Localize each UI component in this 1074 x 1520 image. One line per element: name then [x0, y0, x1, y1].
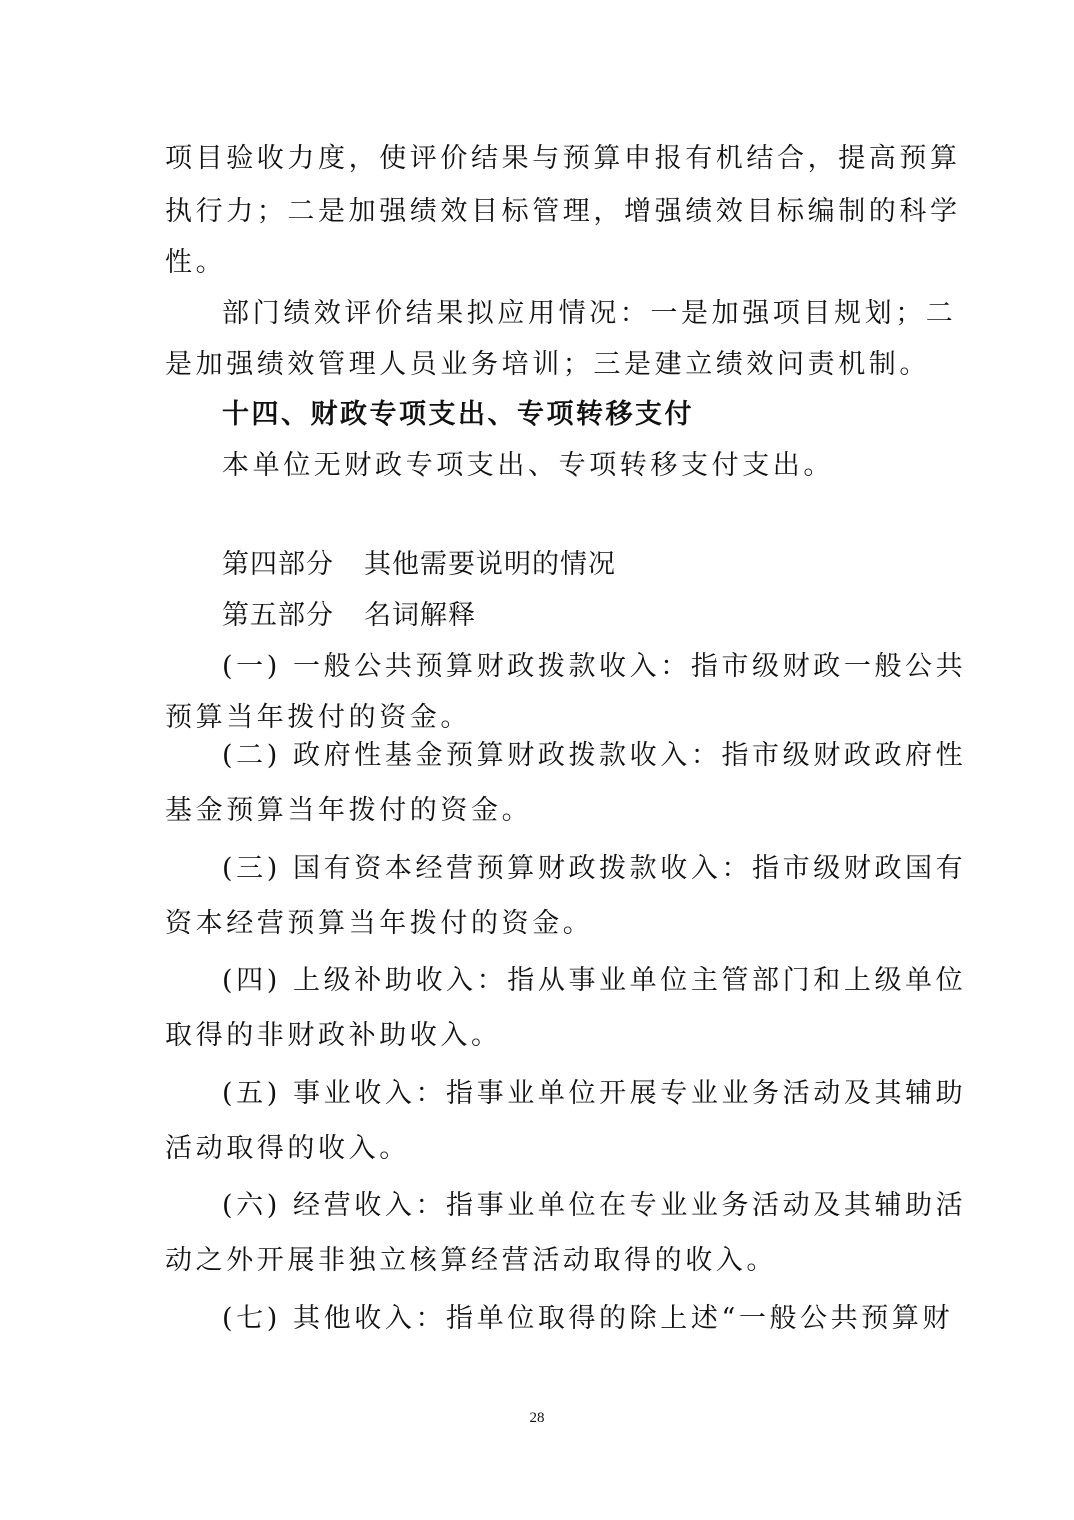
definition-line: (七) 其他收入：指单位取得的除上述“一般公共预算财: [222, 1303, 954, 1334]
part-label: 第四部分: [222, 549, 334, 580]
definition-line: (二) 政府性基金预算财政拨款收入：指市级财政政府性: [222, 740, 967, 771]
definition-line: 预算当年拨付的资金。: [165, 702, 471, 733]
paragraph-line: 本单位无财政专项支出、专项转移支付支出。: [222, 450, 834, 481]
part-title: 名词解释: [364, 600, 476, 631]
paragraph-line: 项目验收力度，使评价结果与预算申报有机结合，提高预算: [165, 143, 961, 174]
definition-line: 取得的非财政补助收入。: [165, 1020, 502, 1051]
paragraph-line: 部门绩效评价结果拟应用情况：一是加强项目规划；二: [222, 298, 957, 329]
section-heading: 十四、财政专项支出、专项转移支付: [222, 399, 694, 430]
part-title: 其他需要说明的情况: [364, 549, 616, 580]
part-heading: [222, 548, 915, 582]
page-number: 28: [529, 1410, 545, 1426]
definition-line: (四) 上级补助收入：指从事业单位主管部门和上级单位: [222, 965, 967, 996]
definition-line: (六) 经营收入：指事业单位在专业业务活动及其辅助活: [222, 1190, 967, 1221]
definition-line: 动之外开展非独立核算经营活动取得的收入。: [165, 1245, 777, 1276]
definition-line: 基金预算当年拨付的资金。: [165, 795, 533, 826]
part-label: 第五部分: [222, 600, 334, 631]
paragraph-line: 执行力；二是加强绩效目标管理，增强绩效目标编制的科学: [165, 196, 961, 227]
definition-line: 活动取得的收入。: [165, 1133, 410, 1164]
definition-line: (五) 事业收入：指事业单位开展专业业务活动及其辅助: [222, 1078, 967, 1109]
part-heading: [222, 599, 915, 633]
definition-line: (一) 一般公共预算财政拨款收入：指市级财政一般公共: [222, 651, 967, 682]
paragraph-line: 性。: [165, 247, 227, 278]
definition-line: 资本经营预算当年拨付的资金。: [165, 908, 594, 939]
paragraph-line: 是加强绩效管理人员业务培训；三是建立绩效问责机制。: [165, 349, 930, 380]
definition-line: (三) 国有资本经营预算财政拨款收入：指市级财政国有: [222, 853, 967, 884]
